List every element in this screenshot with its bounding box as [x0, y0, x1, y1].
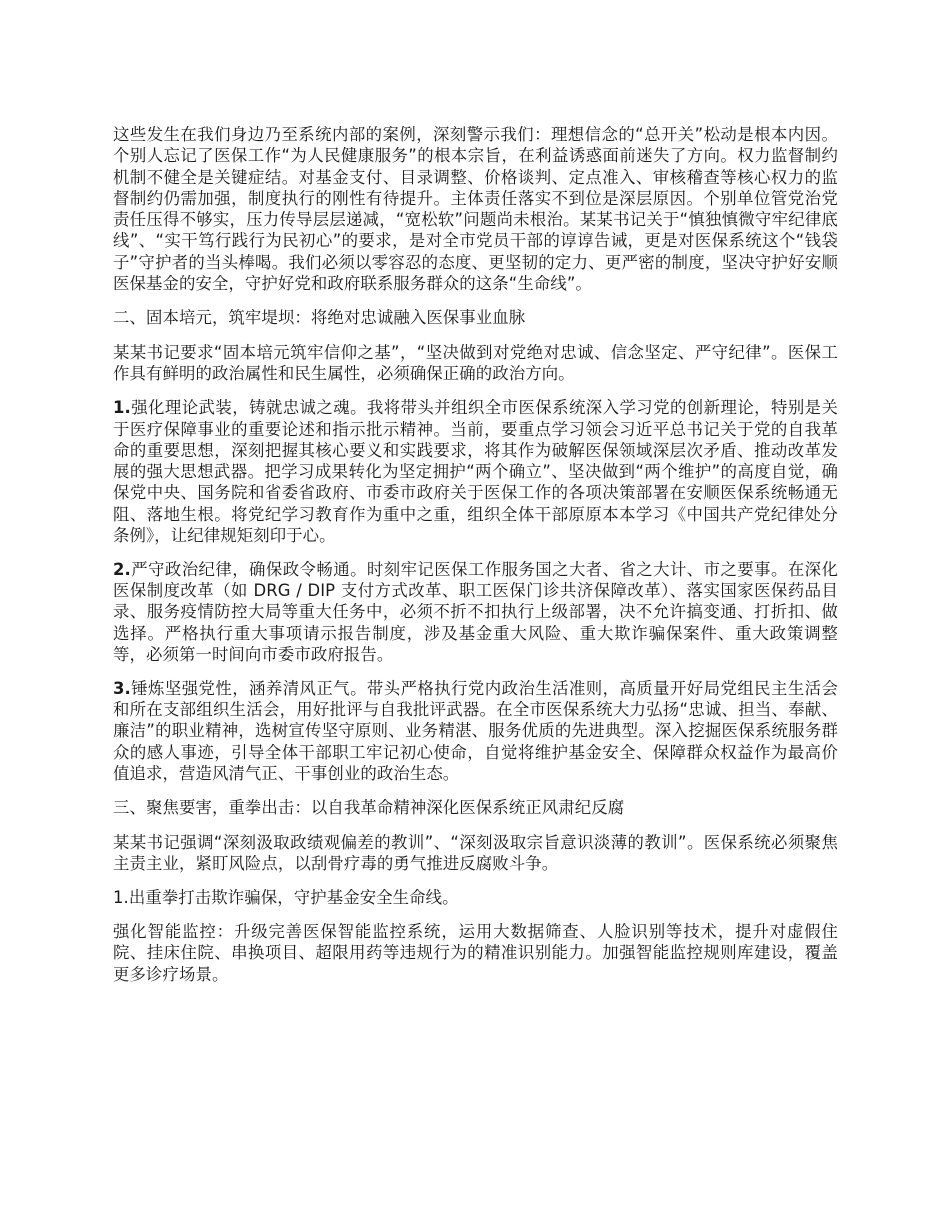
paragraph-lessons — [113, 832, 838, 875]
paragraph-political-discipline — [113, 559, 838, 665]
heading-text: 三、聚焦要害，重拳出击：以自我革命精神深化医保系统正风肃纪反腐 — [113, 797, 625, 817]
paragraph-case-warning — [113, 124, 838, 294]
item-number: 3. — [113, 678, 131, 698]
heading-text: 二、固本培元，筑牢堤坝：将绝对忠诚融入医保事业血脉 — [113, 307, 526, 327]
paragraph-text: 强化智能监控：升级完善医保智能监控系统，运用大数据筛查、人脸识别等技术，提升对虚假住院、挂床住院、串换项目、超限用药等违规行为的精准识别能力。加强智能监控规则库建设，覆盖更多诊疗场景。 — [113, 922, 838, 984]
item-number: 2. — [113, 559, 131, 579]
paragraph-text: 某某书记要求“固本培元筑牢信仰之基”，“坚决做到对党绝对忠诚、信念坚定、严守纪律”。医保工作具有鲜明的政治属性和民生属性，必须确保正确的政治方向。 — [113, 343, 838, 384]
paragraph-theory-armament — [113, 397, 838, 546]
item-number: 1. — [113, 398, 131, 418]
paragraph-text: 严守政治纪律，确保政令畅通。时刻牢记医保工作服务国之大者、省之大计、市之要事。在深化医保制度改革（如 DRG / DIP 支付方式改革、职工医保门诊共济保障改革）、落实国家医保药品目录、服务疫情防控大局等重大任务中，必须不折不扣执行上级部署，决不允许搞变通、打折扣、做选择。严格执行重大事项请示报告制度，涉及基金重大风险、重大欺诈骗保案件、重大政策调整等，必须第一时间向市委市政府报告。 — [113, 559, 838, 665]
paragraph-text: 强化理论武装，铸就忠诚之魂。我将带头并组织全市医保系统深入学习党的创新理论，特别是关于医疗保障事业的重要论述和指示批示精神。当前，要重点学习领会习近平总书记关于党的自我革命的重要思想，深刻把握其核心要义和实践要求，将其作为破解医保领域深层次矛盾、推动改革发展的强大思想武器。把学习成果转化为坚定拥护“两个确立”、坚决做到“两个维护”的高度自觉，确保党中央、国务院和省委省政府、市委市政府关于医保工作的各项决策部署在安顺医保系统畅通无阻、落地生根。将党纪学习教育作为重中之重，组织全体干部原原本本学习《中国共产党纪律处分条例》，让纪律规矩刻印于心。 — [113, 398, 838, 546]
paragraph-text: 锤炼坚强党性，涵养清风正气。带头严格执行党内政治生活准则，高质量开好局党组民主生活会和所在支部组织生活会，用好批评与自我批评武器。在全市医保系统大力弘扬“忠诚、担当、奉献、廉洁”的职业精神，选树宣传坚守原则、业务精湛、服务优质的先进典型。深入挖掘医保系统服务群众的感人事迹，引导全体干部职工牢记初心使命，自觉将维护基金安全、保障群众权益作为最高价值追求，营造风清气正、干事创业的政治生态。 — [113, 678, 838, 784]
paragraph-text: 某某书记强调“深刻汲取政绩观偏差的教训”、“深刻汲取宗旨意识淡薄的教训”。医保系统必须聚焦主责主业，紧盯风险点，以刮骨疗毒的勇气推进反腐败斗争。 — [113, 833, 838, 874]
paragraph-party-spirit — [113, 678, 838, 784]
section-heading-2 — [113, 307, 838, 328]
paragraph-smart-monitoring — [113, 921, 838, 985]
document-body — [113, 124, 838, 997]
section-heading-3 — [113, 797, 838, 818]
paragraph-text: 1.出重拳打击欺诈骗保，守护基金安全生命线。 — [113, 888, 459, 908]
paragraph-fraud-crackdown — [113, 887, 838, 908]
paragraph-text: 这些发生在我们身边乃至系统内部的案例，深刻警示我们：理想信念的“总开关”松动是根本内因。个别人忘记了医保工作“为人民健康服务”的根本宗旨，在利益诱惑面前迷失了方向。权力监督制约机制不健全是关键症结。对基金支付、目录调整、价格谈判、定点准入、审核稽查等核心权力的监督制约仍需加强，制度执行的刚性有待提升。主体责任落实不到位是深层原因。个别单位管党治党责任压得不够实，压力传导层层递减，“宽松软”问题尚未根治。某某书记关于“慎独慎微守牢纪律底线”、“实干笃行践行为民初心”的要求，是对全市党员干部的谆谆告诫，更是对医保系统这个“钱袋子”守护者的当头棒喝。我们必须以零容忍的态度、更坚韧的定力、更严密的制度，坚决守护好安顺医保基金的安全，守护好党和政府联系服务群众的这条“生命线”。 — [113, 125, 838, 294]
paragraph-loyalty-requirement — [113, 342, 838, 385]
